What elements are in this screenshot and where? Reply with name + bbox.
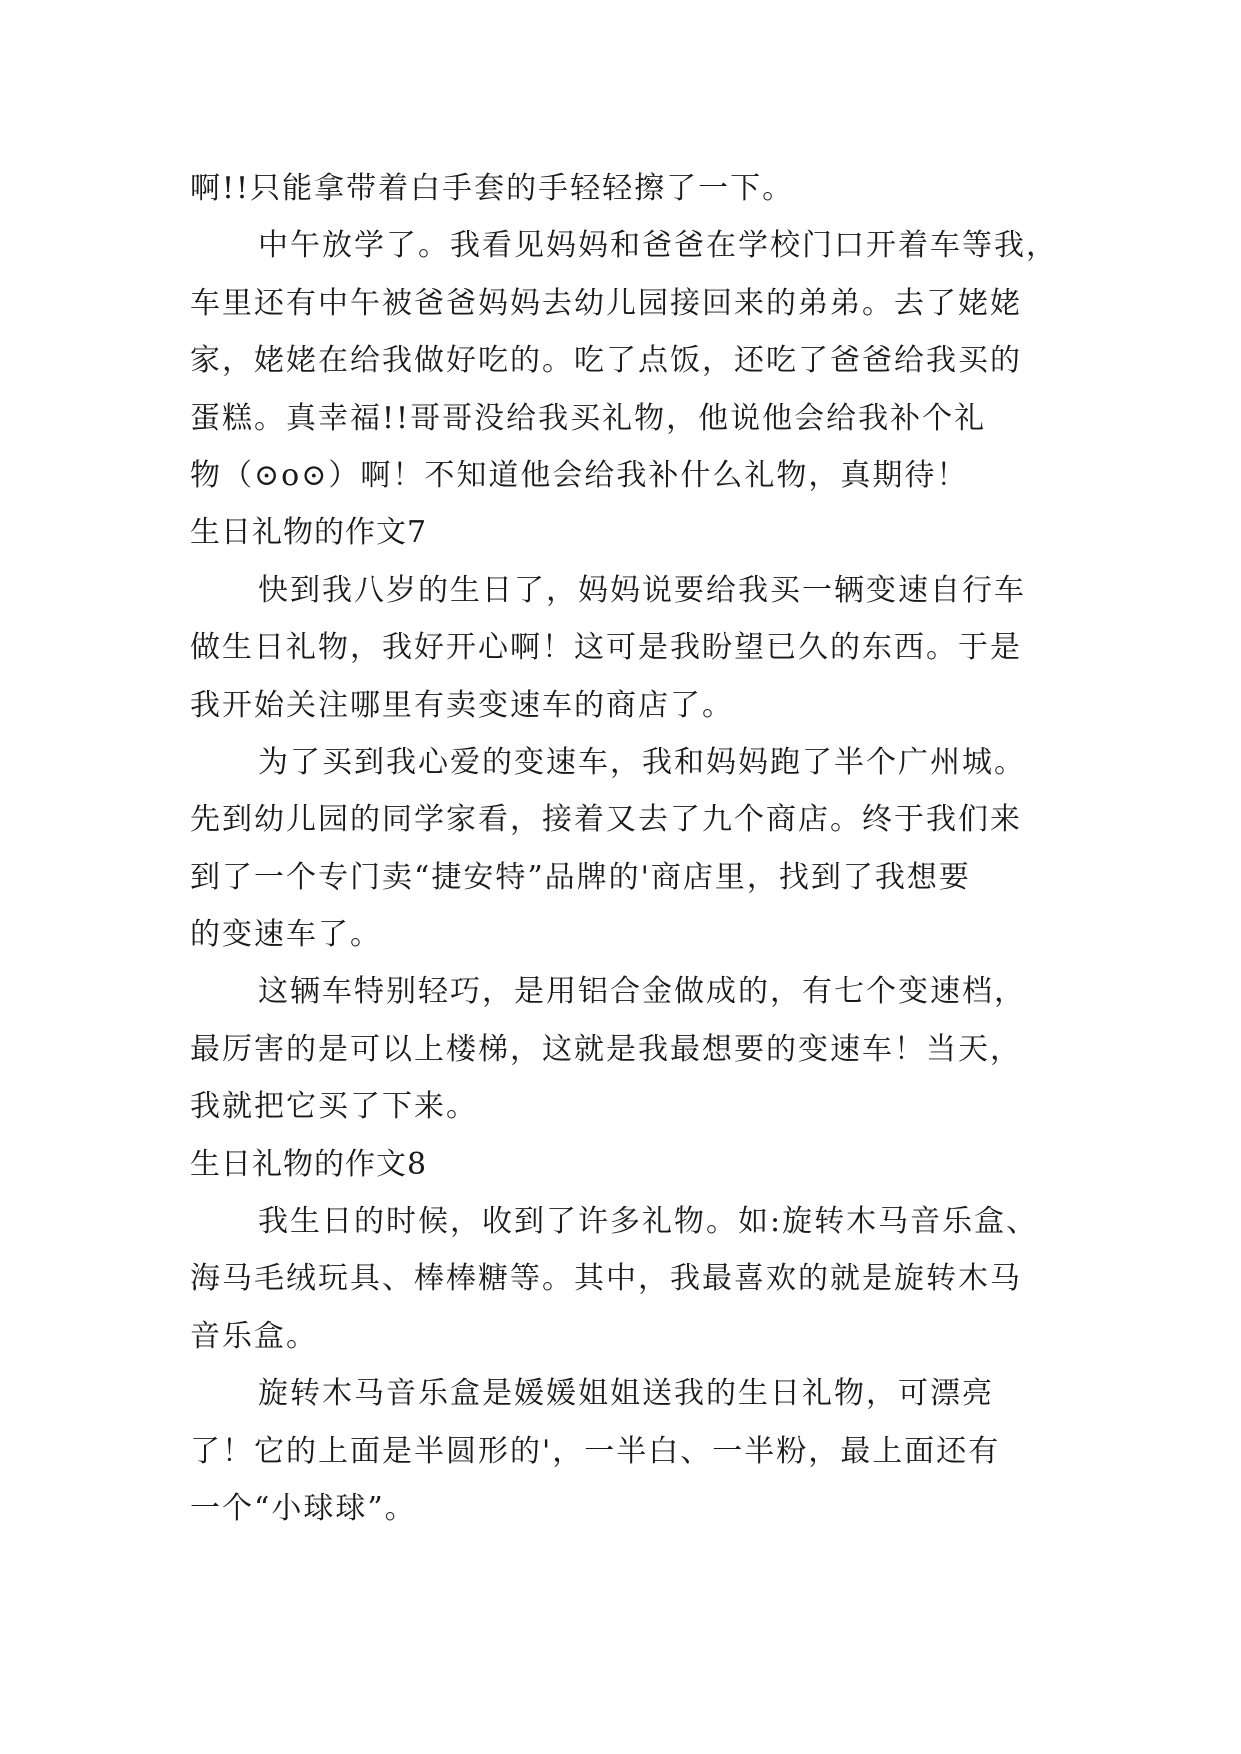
paragraph-line: 海马毛绒玩具、棒棒糖等。其中，我最喜欢的就是旋转木马 (190, 1261, 1022, 1297)
paragraph-line: 到了一个专门卖“捷安特”品牌的'商店里，找到了我想要 (190, 859, 971, 895)
paragraph-line: 为了买到我心爱的变速车，我和妈妈跑了半个广州城。 (258, 744, 1026, 780)
paragraph-line: 啊!!只能拿带着白手套的手轻轻擦了一下。 (190, 171, 795, 206)
paragraph-line: 最厉害的是可以上楼梯，这就是我最想要的变速车！当天， (190, 1031, 1022, 1067)
essay-text (190, 160, 1080, 1537)
paragraph-line: 家，姥姥在给我做好吃的。吃了点饭，还吃了爸爸给我买的 (190, 343, 1022, 379)
paragraph-line: 的变速车了。 (190, 917, 382, 953)
paragraph-line: 物（⊙o⊙）啊！不知道他会给我补什么礼物，真期待！ (190, 457, 969, 493)
paragraph-line: 音乐盒。 (190, 1318, 318, 1354)
paragraph-line: 这辆车特别轻巧，是用铝合金做成的，有七个变速档， (258, 974, 1026, 1010)
paragraph-line: 我就把它买了下来。 (190, 1089, 478, 1125)
paragraph-line: 快到我八岁的生日了，妈妈说要给我买一辆变速自行车 (258, 572, 1026, 608)
paragraph-line: 先到幼儿园的同学家看，接着又去了九个商店。终于我们来 (190, 802, 1022, 838)
section-heading: 生日礼物的作文7 (190, 515, 428, 551)
paragraph-line: 车里还有中午被爸爸妈妈去幼儿园接回来的弟弟。去了姥姥 (190, 285, 1022, 321)
paragraph-line: 做生日礼物，我好开心啊！这可是我盼望已久的东西。于是 (190, 630, 1022, 666)
paragraph-line: 我开始关注哪里有卖变速车的商店了。 (190, 687, 734, 723)
paragraph-line: 蛋糕。真幸福!!哥哥没给我买礼物，他说他会给我补个礼 (190, 400, 987, 436)
paragraph-line: 我生日的时候，收到了许多礼物。如:旋转木马音乐盒、 (258, 1204, 1039, 1240)
paragraph-line: 了！它的上面是半圆形的'，一半白、一半粉，最上面还有 (190, 1433, 1001, 1469)
section-heading: 生日礼物的作文8 (190, 1146, 428, 1182)
paragraph-line: 中午放学了。我看见妈妈和爸爸在学校门口开着车等我， (258, 228, 1058, 264)
paragraph-line: 旋转木马音乐盒是媛媛姐姐送我的生日礼物，可漂亮 (258, 1376, 994, 1412)
paragraph-line: 一个“小球球”。 (190, 1490, 417, 1526)
